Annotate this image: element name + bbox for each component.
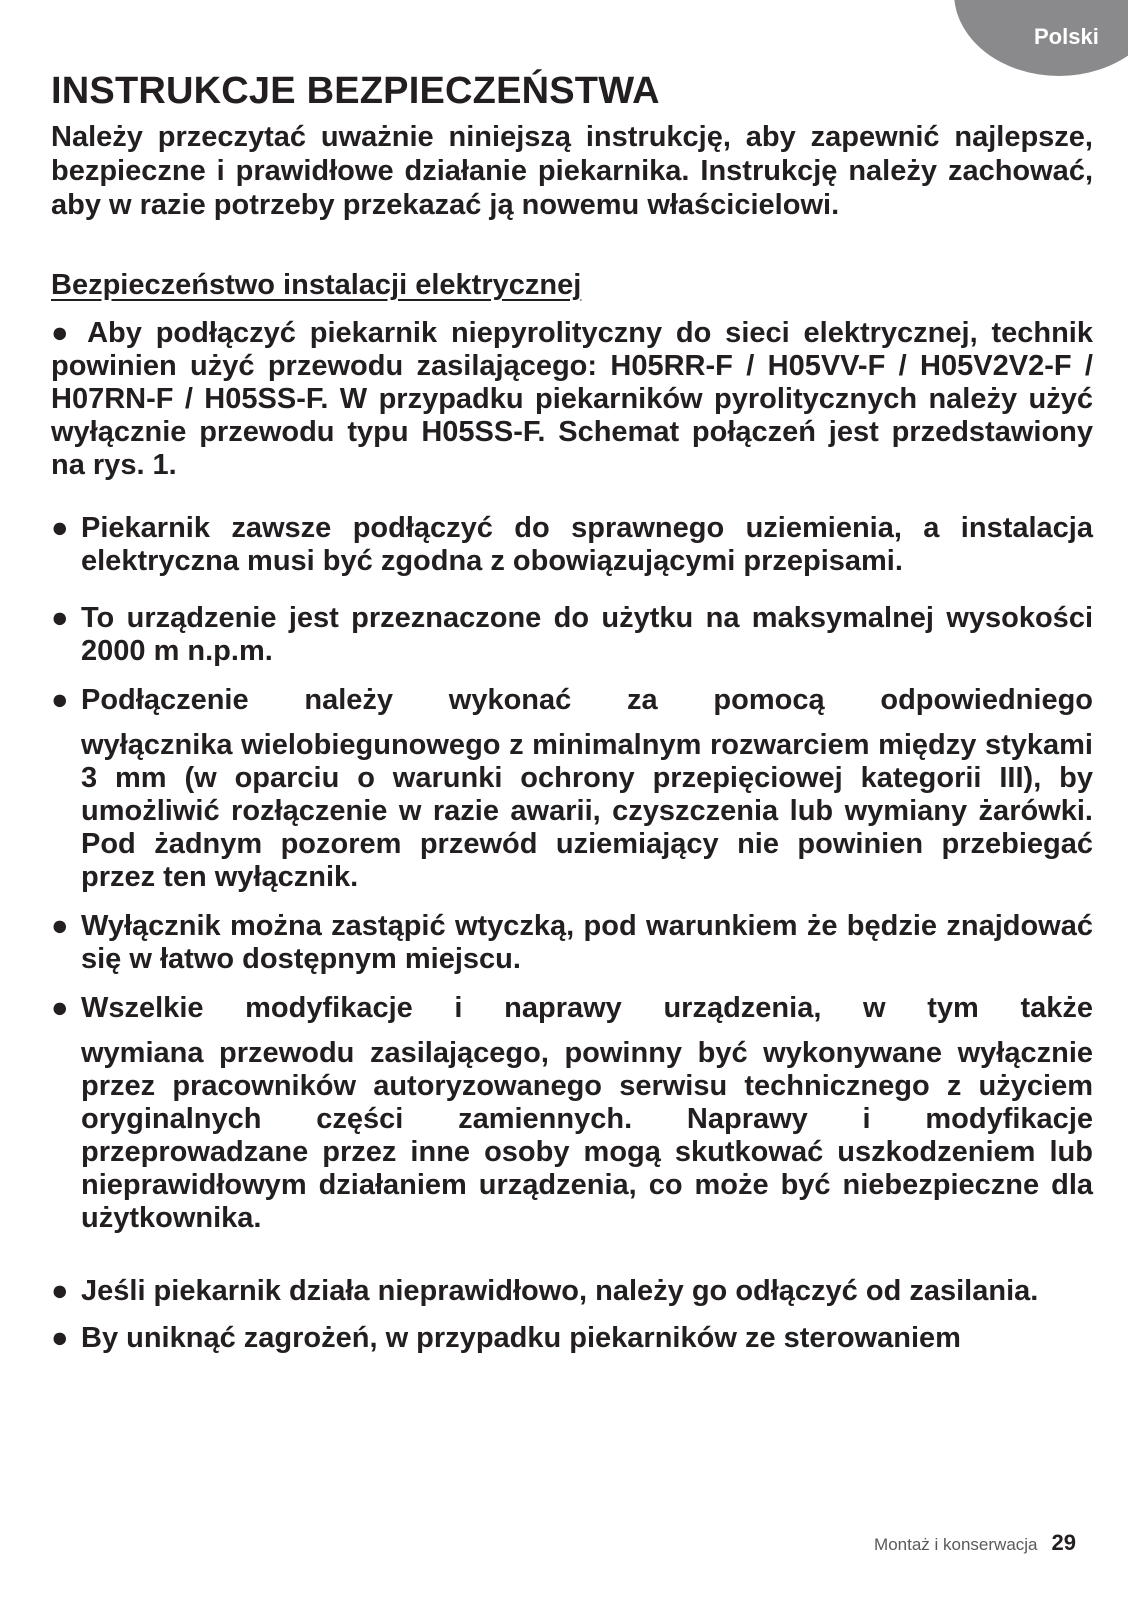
bullet-lead-text: Podłączenie należy wykonać za pomocą odpowiedniego — [81, 684, 1093, 716]
bullet-dot: ● — [51, 602, 69, 634]
bullet-item-2 — [51, 512, 1093, 578]
bullet-lead-text: Wszelkie modyfikacje i naprawy urządzenia, w tym także — [81, 992, 1093, 1024]
bullet-dot: ● — [51, 1322, 69, 1354]
bullet-continuation-text: wyłącznika wielobiegunowego z minimalnym rozwarciem między stykami 3 mm (w oparciu o warunki ochrony przepięciowej kategorii III), by umożliwić rozłączenie w razie awarii, czyszczenia lub wymiany żarówki. Pod żadnym pozorem przewód uziemiający nie powinien przebiegać przez ten wyłącznik. — [81, 729, 1093, 893]
language-label: Polski — [1034, 24, 1099, 49]
bullet-item-6 — [51, 992, 1093, 1235]
bullet-dot: ● — [51, 1275, 69, 1307]
bullet-text: By uniknąć zagrożeń, w przypadku piekarników ze sterowaniem — [81, 1322, 961, 1354]
bullet-text: To urządzenie jest przeznaczone do użytku na maksymalnej wysokości 2000 m n.p.m. — [81, 602, 1093, 667]
bullet-text: Piekarnik zawsze podłączyć do sprawnego uziemienia, a instalacja elektryczna musi być zgodna z obowiązującymi przepisami. — [81, 512, 1093, 577]
footer-section-title: Montaż i konserwacja — [874, 1535, 1038, 1554]
bullet-text: Jeśli piekarnik działa nieprawidłowo, należy go odłączyć od zasilania. — [81, 1275, 1039, 1307]
bullet-text: Wyłącznik można zastąpić wtyczką, pod warunkiem że będzie znajdować się w łatwo dostępnym miejscu. — [81, 910, 1093, 975]
bullet-item-4 — [51, 684, 1093, 894]
bullet-dot: ● — [51, 512, 69, 544]
intro-paragraph: Należy przeczytać uważnie niniejszą instrukcję, aby zapewnić najlepsze, bezpieczne i prawidłowe działanie piekarnika. Instrukcję należy zachować, aby w razie potrzeby przekazać ją nowemu właścicielowi. — [51, 121, 1093, 221]
bullet-item-1 — [51, 317, 1093, 482]
bullet-item-7 — [51, 1275, 1093, 1308]
bullet-dot: ● — [51, 317, 75, 349]
bullet-continuation-text: wymiana przewodu zasilającego, powinny być wykonywane wyłącznie przez pracowników autoryzowanego serwisu technicznego z użyciem oryginalnych części zamiennych. Naprawy i modyfikacje przeprowadzane przez inne osoby mogą skutkować uszkodzeniem lub nieprawidłowym działaniem urządzenia, co może być niebezpieczne dla użytkownika. — [81, 1037, 1093, 1234]
bullet-item-5 — [51, 910, 1093, 976]
page-content — [51, 68, 1093, 1355]
bullet-item-8 — [51, 1322, 1093, 1355]
bullet-item-3 — [51, 602, 1093, 668]
section-heading: Bezpieczeństwo instalacji elektrycznej — [51, 269, 582, 301]
page-title: INSTRUKCJE BEZPIECZEŃSTWA — [51, 70, 660, 112]
bullet-dot: ● — [51, 910, 69, 942]
bullet-text: Aby podłączyć piekarnik niepyrolityczny do sieci elektrycznej, technik powinien użyć przewodu zasilającego: H05RR-F / H05VV-F / H05V2V2-F / H07RN-F / H05SS-F. W przypadku piekarników pyrolitycznych należy użyć wyłącznie przewodu typu H05SS-F. Schemat połączeń jest przedstawiony na rys. 1. — [51, 317, 1093, 481]
page-footer — [874, 1530, 1076, 1556]
bullet-dot: ● — [51, 684, 69, 716]
page-number: 29 — [1051, 1530, 1076, 1555]
bullet-dot: ● — [51, 992, 69, 1024]
